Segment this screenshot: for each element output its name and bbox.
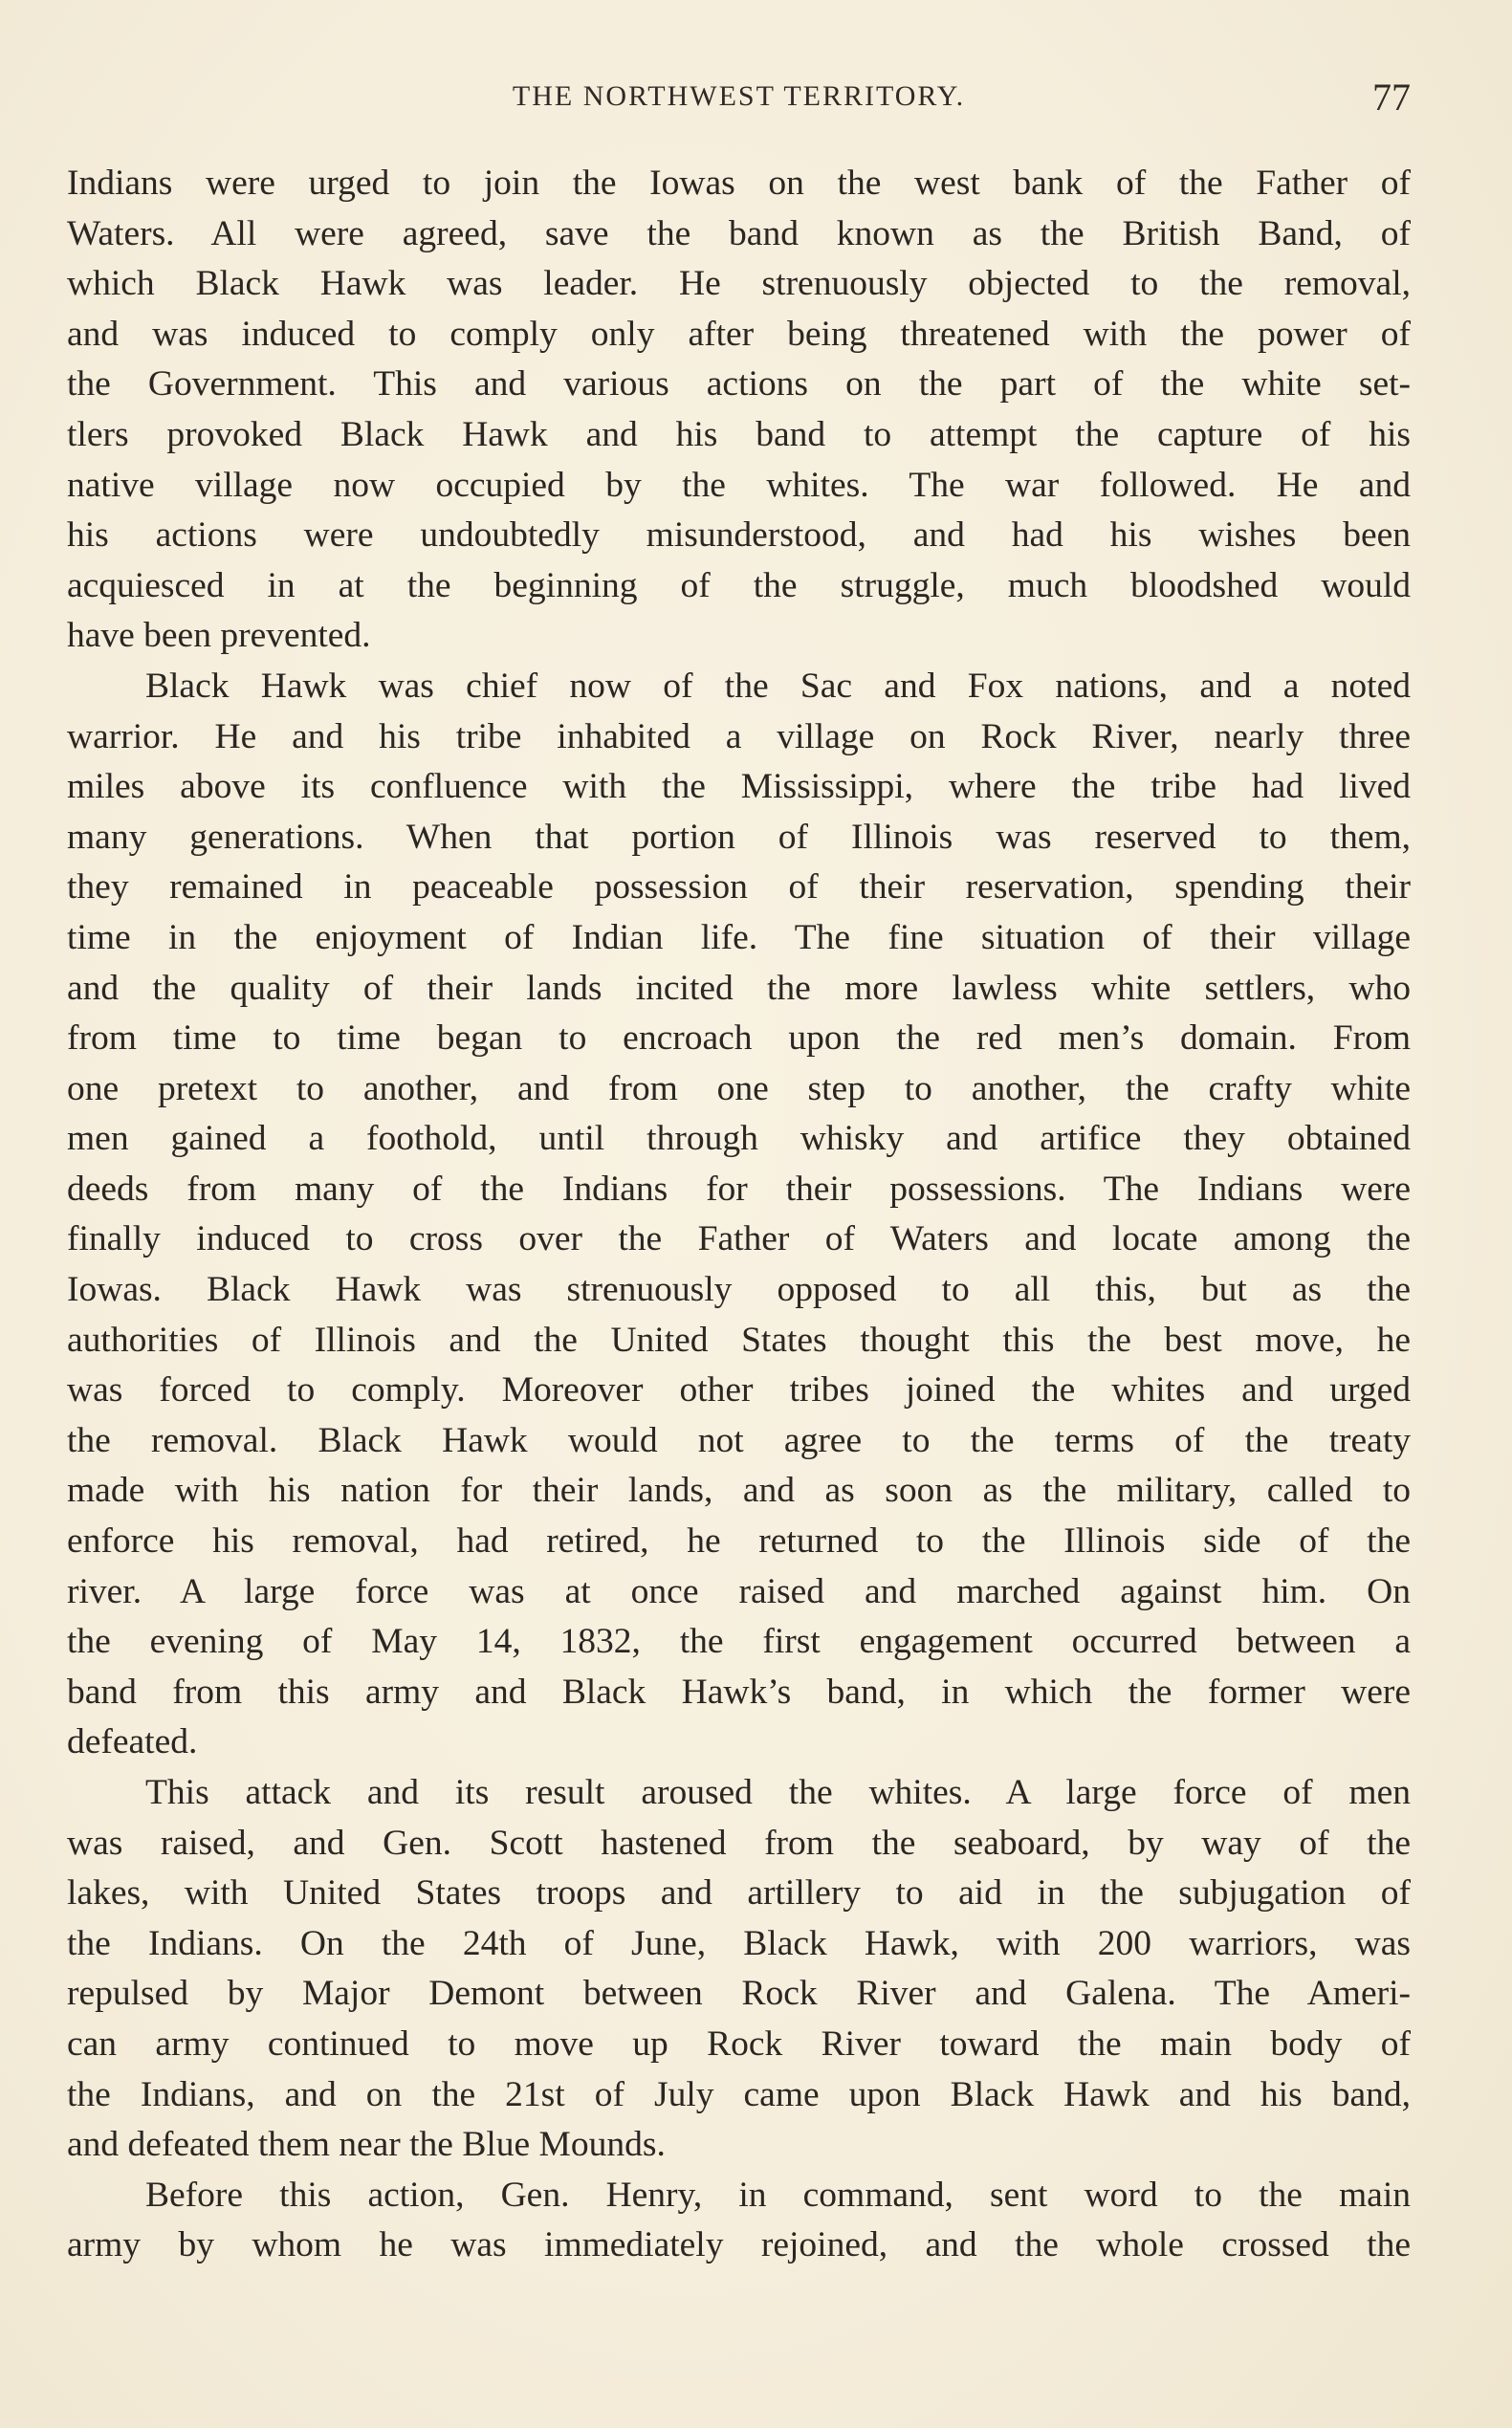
text-line: and defeated them near the Blue Mounds. — [67, 2125, 666, 2165]
page-number: 77 — [1372, 76, 1411, 119]
text-line: made with his nation for their lands, and as soon as the military, called to — [67, 1471, 1411, 1511]
paragraph — [67, 2171, 1411, 2271]
text-line: time in the enjoyment of Indian life. The fine situation of their village — [67, 917, 1411, 957]
body-text — [67, 159, 1411, 2271]
text-line: from time to time began to encroach upon the red men’s domain. From — [67, 1018, 1411, 1059]
text-line: the Indians, and on the 21st of July came upon Black Hawk and his band, — [67, 2074, 1411, 2114]
page-header — [67, 75, 1411, 132]
text-line: the Government. This and various actions on the part of the white set- — [67, 364, 1411, 405]
paragraph — [67, 1768, 1411, 2171]
text-line: authorities of Illinois and the United States thought this the best move, he — [67, 1320, 1411, 1360]
text-line: band from this army and Black Hawk’s band, in which the former were — [67, 1672, 1411, 1712]
text-line: river. A large force was at once raised and marched against him. On — [67, 1571, 1411, 1611]
text-line: acquiesced in at the beginning of the struggle, much bloodshed would — [67, 565, 1411, 605]
text-line: men gained a foothold, until through whisky and artifice they obtained — [67, 1119, 1411, 1159]
text-line: the removal. Black Hawk would not agree to the terms of the treaty — [67, 1420, 1411, 1460]
text-line: and the quality of their lands incited the more lawless white settlers, who — [67, 968, 1411, 1008]
text-line: Before this action, Gen. Henry, in command, sent word to the main — [145, 2175, 1411, 2215]
text-line: repulsed by Major Demont between Rock River and Galena. The Ameri- — [67, 1974, 1411, 2014]
text-line: lakes, with United States troops and artillery to aid in the subjugation of — [67, 1873, 1411, 1914]
text-line: Indians were urged to join the Iowas on the west bank of the Father of — [67, 164, 1411, 203]
text-line: have been prevented. — [67, 616, 371, 656]
text-line: army by whom he was immediately rejoined, and the whole crossed the — [67, 2225, 1411, 2265]
text-line: his actions were undoubtedly misunderstood, and had his wishes been — [67, 515, 1411, 556]
text-line: was forced to comply. Moreover other tribes joined the whites and urged — [67, 1370, 1411, 1411]
text-line: deeds from many of the Indians for their possessions. The Indians were — [67, 1169, 1411, 1209]
text-line: can army continued to move up Rock River toward the main body of — [67, 2023, 1411, 2064]
text-line: This attack and its result aroused the whites. A large force of men — [145, 1773, 1411, 1812]
text-line: Iowas. Black Hawk was strenuously opposed to all this, but as the — [67, 1270, 1411, 1310]
text-line: miles above its confluence with the Mississippi, where the tribe had lived — [67, 767, 1411, 807]
text-line: the evening of May 14, 1832, the first engagement occurred between a — [67, 1622, 1411, 1662]
text-line: which Black Hawk was leader. He strenuously objected to the removal, — [67, 264, 1411, 304]
text-line: enforce his removal, had retired, he returned to the Illinois side of the — [67, 1521, 1411, 1562]
text-line: was raised, and Gen. Scott hastened from the seaboard, by way of the — [67, 1823, 1411, 1863]
text-line: tlers provoked Black Hawk and his band to attempt the capture of his — [67, 414, 1411, 454]
text-line: and was induced to comply only after being threatened with the power of — [67, 314, 1411, 354]
text-line: native village now occupied by the whites. The war followed. He and — [67, 465, 1411, 505]
text-line: one pretext to another, and from one step to another, the crafty white — [67, 1068, 1411, 1108]
paragraph — [67, 662, 1411, 1768]
text-line: the Indians. On the 24th of June, Black Hawk, with 200 warriors, was — [67, 1923, 1411, 1963]
text-line: Waters. All were agreed, save the band known as the British Band, of — [67, 213, 1411, 253]
text-line: Black Hawk was chief now of the Sac and Fox nations, and a noted — [145, 666, 1411, 706]
running-head: THE NORTHWEST TERRITORY. — [512, 80, 966, 112]
text-line: many generations. When that portion of Illinois was reserved to them, — [67, 817, 1411, 857]
text-line: they remained in peaceable possession of their reservation, spending their — [67, 867, 1411, 908]
text-line: defeated. — [67, 1722, 198, 1762]
paragraph — [67, 159, 1411, 662]
text-line: finally induced to cross over the Father of Waters and locate among the — [67, 1219, 1411, 1259]
text-line: warrior. He and his tribe inhabited a village on Rock River, nearly three — [67, 716, 1411, 756]
